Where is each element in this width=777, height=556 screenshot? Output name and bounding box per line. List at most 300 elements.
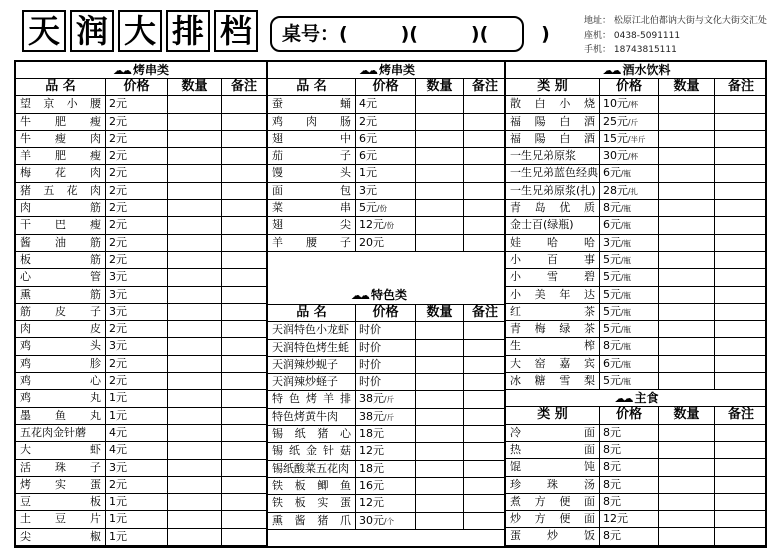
note-cell[interactable] (222, 529, 266, 545)
item-price: 3元 (106, 287, 168, 303)
item-price: 6元/瓶 (600, 165, 659, 181)
item-price: 2元 (106, 321, 168, 337)
item-price: 2元 (106, 200, 168, 216)
qty-cell[interactable] (168, 235, 222, 251)
menu-item-row (506, 511, 767, 528)
item-price: 15元/半斤 (600, 131, 659, 147)
qty-cell[interactable] (659, 494, 715, 510)
menu-item-row (506, 321, 767, 338)
chef-hat-icon: ☁☁ (112, 64, 129, 77)
note-cell[interactable] (715, 511, 767, 527)
price-unit: /瓶 (621, 290, 632, 300)
note-cell[interactable] (715, 183, 767, 199)
item-name: 翅尖 (268, 217, 356, 233)
qty-cell[interactable] (416, 461, 464, 477)
qty-cell[interactable] (416, 148, 464, 164)
item-name: 特色烤羊排 (268, 391, 356, 407)
item-price: 4元 (106, 425, 168, 441)
qty-cell[interactable] (416, 478, 464, 494)
qty-cell[interactable] (416, 513, 464, 529)
item-name: 鸡肉肠 (268, 114, 356, 130)
landline: 座机： 0438-5091111 (584, 30, 681, 41)
item-price: 38元/斤 (356, 409, 416, 425)
note-cell[interactable] (715, 528, 767, 544)
note-cell[interactable] (464, 165, 506, 181)
item-name: 望京小腰 (16, 96, 106, 112)
menu-item-row (506, 356, 767, 373)
qty-cell[interactable] (416, 217, 464, 233)
item-name: 尖椒 (16, 529, 106, 545)
item-name: 煮方便面 (506, 494, 600, 510)
note-cell[interactable] (464, 183, 506, 199)
price-unit: /瓶 (621, 359, 632, 369)
header-note: 备注 (471, 304, 498, 320)
menu-item-row (16, 373, 266, 390)
qty-cell[interactable] (168, 442, 222, 458)
item-price: 5元/瓶 (600, 252, 659, 268)
item-name: 酱油筋 (16, 235, 106, 251)
item-price: 38元/斤 (356, 391, 416, 407)
item-price: 3元/瓶 (600, 235, 659, 251)
note-cell[interactable] (464, 114, 506, 130)
note-cell[interactable] (464, 513, 506, 529)
menu-item-row (16, 477, 266, 494)
menu-item-row (506, 494, 767, 511)
logo-char: 排 (166, 10, 210, 52)
header-note: 备注 (230, 79, 257, 94)
header-qty: 数量 (416, 305, 464, 321)
logo-char: 润 (70, 10, 114, 52)
price-unit: /个 (384, 516, 395, 526)
menu-item-row (506, 235, 767, 252)
menu-item-row (268, 165, 506, 182)
qty-cell[interactable] (659, 269, 715, 285)
qty-cell[interactable] (659, 511, 715, 527)
item-name: 炒方便面 (506, 511, 600, 527)
item-name: 鸡丸 (16, 390, 106, 406)
note-cell[interactable] (222, 511, 266, 527)
qty-cell[interactable] (168, 96, 222, 112)
qty-cell[interactable] (416, 340, 464, 356)
note-cell[interactable] (464, 235, 506, 251)
restaurant-logo (22, 10, 262, 52)
qty-cell[interactable] (416, 200, 464, 216)
chef-hat-icon: ☁☁ (602, 64, 619, 77)
item-price: 时价 (356, 322, 416, 338)
note-cell[interactable] (222, 373, 266, 389)
price-unit: /份 (384, 221, 395, 231)
table-number-box: 桌号：( )( )( ) (270, 16, 524, 52)
menu-item-row (268, 409, 506, 426)
item-name: 锡纸金针菇 (268, 443, 356, 459)
qty-cell[interactable] (168, 252, 222, 268)
qty-cell[interactable] (659, 200, 715, 216)
item-name: 铁板鲫鱼 (268, 478, 356, 494)
note-cell[interactable] (464, 495, 506, 511)
item-name: 大窑嘉宾 (506, 356, 600, 372)
note-cell[interactable] (222, 321, 266, 337)
item-price: 2元 (106, 131, 168, 147)
qty-cell[interactable] (416, 443, 464, 459)
item-price: 30元/个 (356, 513, 416, 529)
qty-cell[interactable] (168, 477, 222, 493)
item-price: 1元 (106, 511, 168, 527)
qty-cell[interactable] (659, 477, 715, 493)
note-cell[interactable] (464, 443, 506, 459)
note-cell[interactable] (464, 478, 506, 494)
qty-cell[interactable] (168, 165, 222, 181)
note-cell[interactable] (222, 165, 266, 181)
note-cell[interactable] (222, 425, 266, 441)
section-title: ☁☁ 酒水饮料 (506, 62, 767, 79)
note-cell[interactable] (715, 217, 767, 233)
menu-item-row (506, 96, 767, 113)
qty-cell[interactable] (168, 408, 222, 424)
qty-cell[interactable] (168, 131, 222, 147)
section-title: ☁☁ 主食 (506, 390, 767, 407)
price-unit: /半斤 (628, 134, 646, 144)
qty-cell[interactable] (416, 131, 464, 147)
item-name: 一生兄弟原浆 (506, 148, 600, 164)
note-cell[interactable] (222, 235, 266, 251)
note-cell[interactable] (464, 374, 506, 390)
note-cell[interactable] (222, 200, 266, 216)
item-name: 冷面 (506, 425, 600, 441)
note-cell[interactable] (715, 459, 767, 475)
menu-item-row (16, 235, 266, 252)
item-price: 2元 (106, 356, 168, 372)
qty-cell[interactable] (168, 390, 222, 406)
note-cell[interactable] (222, 338, 266, 354)
note-cell[interactable] (222, 217, 266, 233)
item-name: 馄饨 (506, 459, 600, 475)
qty-cell[interactable] (659, 165, 715, 181)
item-price: 28元/扎 (600, 183, 659, 199)
note-cell[interactable] (464, 200, 506, 216)
item-name: 青岛优质 (506, 200, 600, 216)
item-name: 鸡心 (16, 373, 106, 389)
item-name: 生榨 (506, 338, 600, 354)
item-price: 2元 (106, 373, 168, 389)
item-price: 3元 (106, 304, 168, 320)
menu-column-skewers (16, 62, 266, 546)
header-qty: 数量 (659, 79, 715, 95)
item-name: 红茶 (506, 304, 600, 320)
price-unit: /杯 (628, 152, 639, 162)
header-row (16, 79, 266, 96)
qty-cell[interactable] (168, 338, 222, 354)
header-price: 价格 (106, 79, 168, 95)
note-cell[interactable] (715, 269, 767, 285)
item-price: 2元 (106, 114, 168, 130)
note-cell[interactable] (222, 148, 266, 164)
item-name: 特色烤黄牛肉 (268, 409, 356, 425)
note-cell[interactable] (464, 391, 506, 407)
qty-cell[interactable] (168, 304, 222, 320)
qty-cell[interactable] (659, 131, 715, 147)
item-name: 肉筋 (16, 200, 106, 216)
item-price: 1元 (106, 390, 168, 406)
item-name: 小百事 (506, 252, 600, 268)
menu-item-row (506, 131, 767, 148)
header-qty: 数量 (659, 407, 715, 423)
item-name: 羊腰子 (268, 235, 356, 251)
item-price: 12元/份 (356, 217, 416, 233)
note-cell[interactable] (464, 322, 506, 338)
qty-cell[interactable] (416, 96, 464, 112)
item-name: 烤实蛋 (16, 477, 106, 493)
menu-item-row (16, 425, 266, 442)
menu-item-row (506, 183, 767, 200)
menu-item-row (16, 148, 266, 165)
header-row (268, 305, 506, 322)
note-cell[interactable] (222, 494, 266, 510)
item-name: 天润辣炒蛏子 (268, 374, 356, 390)
qty-cell[interactable] (168, 148, 222, 164)
note-cell[interactable] (464, 461, 506, 477)
item-price: 18元 (356, 426, 416, 442)
price-unit: /瓶 (621, 204, 632, 214)
header-note: 备注 (727, 407, 754, 423)
item-price: 1元 (356, 165, 416, 181)
chef-hat-icon: ☁☁ (358, 64, 375, 77)
menu-item-row (506, 148, 767, 165)
qty-cell[interactable] (168, 529, 222, 545)
qty-cell[interactable] (416, 374, 464, 390)
qty-cell[interactable] (416, 114, 464, 130)
menu-item-row (506, 252, 767, 269)
qty-cell[interactable] (168, 321, 222, 337)
item-price: 5元/瓶 (600, 269, 659, 285)
note-cell[interactable] (222, 114, 266, 130)
qty-cell[interactable] (659, 338, 715, 354)
qty-cell[interactable] (659, 442, 715, 458)
menu-item-row (506, 304, 767, 321)
qty-cell[interactable] (168, 425, 222, 441)
note-cell[interactable] (715, 235, 767, 251)
price-unit: /瓶 (621, 377, 632, 387)
qty-cell[interactable] (168, 287, 222, 303)
qty-cell[interactable] (659, 425, 715, 441)
menu-item-row (16, 338, 266, 355)
note-cell[interactable] (715, 287, 767, 303)
qty-cell[interactable] (168, 183, 222, 199)
item-price: 18元 (356, 461, 416, 477)
qty-cell[interactable] (168, 511, 222, 527)
header-name: 品 名 (268, 79, 356, 95)
note-cell[interactable] (715, 200, 767, 216)
menu-item-row (506, 200, 767, 217)
menu-item-row (16, 96, 266, 113)
qty-cell[interactable] (168, 269, 222, 285)
logo-char: 天 (22, 10, 66, 52)
qty-cell[interactable] (416, 322, 464, 338)
header-price: 价格 (600, 407, 659, 423)
note-cell[interactable] (222, 269, 266, 285)
price-unit: /瓶 (621, 169, 632, 179)
note-cell[interactable] (715, 442, 767, 458)
item-name: 鸡胗 (16, 356, 106, 372)
menu-item-row (506, 459, 767, 476)
item-name: 鸡头 (16, 338, 106, 354)
price-unit: /斤 (384, 395, 395, 405)
header-price: 价格 (356, 79, 416, 95)
menu-column-skewers-specials (266, 62, 506, 546)
menu-item-row (268, 391, 506, 408)
note-cell[interactable] (222, 442, 266, 458)
item-name: 娃哈哈 (506, 235, 600, 251)
qty-cell[interactable] (416, 183, 464, 199)
item-name: 天润特色烤生蚝 (268, 340, 356, 356)
note-cell[interactable] (715, 356, 767, 372)
qty-cell[interactable] (659, 235, 715, 251)
menu-item-row (16, 287, 266, 304)
qty-cell[interactable] (659, 148, 715, 164)
note-cell[interactable] (715, 321, 767, 337)
qty-cell[interactable] (659, 252, 715, 268)
price-unit: /瓶 (621, 342, 632, 352)
qty-cell[interactable] (416, 235, 464, 251)
menu-item-row (16, 442, 266, 459)
menu-item-row (268, 495, 506, 512)
item-price: 8元/瓶 (600, 200, 659, 216)
item-name: 一生兄弟原浆(扎) (506, 183, 600, 199)
note-cell[interactable] (222, 408, 266, 424)
note-cell[interactable] (715, 114, 767, 130)
qty-cell[interactable] (168, 217, 222, 233)
item-name: 肉皮 (16, 321, 106, 337)
item-name: 茄子 (268, 148, 356, 164)
qty-cell[interactable] (659, 304, 715, 320)
qty-cell[interactable] (659, 459, 715, 475)
note-cell[interactable] (222, 131, 266, 147)
item-price: 1元 (106, 408, 168, 424)
item-price: 6元/瓶 (600, 217, 659, 233)
menu-item-row (16, 494, 266, 511)
note-cell[interactable] (464, 340, 506, 356)
note-cell[interactable] (222, 356, 266, 372)
note-cell[interactable] (715, 131, 767, 147)
menu-item-row (268, 148, 506, 165)
note-cell[interactable] (222, 252, 266, 268)
item-price: 5元/瓶 (600, 373, 659, 389)
note-cell[interactable] (222, 460, 266, 476)
menu-item-row (16, 408, 266, 425)
qty-cell[interactable] (416, 495, 464, 511)
menu-item-row (268, 183, 506, 200)
item-price: 时价 (356, 357, 416, 373)
note-cell[interactable] (715, 425, 767, 441)
chef-hat-icon: ☁☁ (614, 392, 631, 406)
menu-item-row (268, 340, 506, 357)
note-cell[interactable] (715, 165, 767, 181)
qty-cell[interactable] (659, 321, 715, 337)
qty-cell[interactable] (659, 356, 715, 372)
qty-cell[interactable] (416, 409, 464, 425)
qty-cell[interactable] (416, 391, 464, 407)
item-name: 面包 (268, 183, 356, 199)
menu-item-row (506, 114, 767, 131)
note-cell[interactable] (464, 357, 506, 373)
menu-item-row (506, 217, 767, 234)
note-cell[interactable] (222, 183, 266, 199)
item-name: 福陽白酒 (506, 114, 600, 130)
header-category: 类 别 (506, 407, 600, 423)
note-cell[interactable] (222, 96, 266, 112)
qty-cell[interactable] (416, 426, 464, 442)
note-cell[interactable] (715, 148, 767, 164)
item-price: 5元/份 (356, 200, 416, 216)
mobile: 手机： 18743815111 (584, 45, 677, 55)
note-cell[interactable] (464, 148, 506, 164)
item-price: 2元 (106, 183, 168, 199)
item-name: 小雪碧 (506, 269, 600, 285)
qty-cell[interactable] (168, 200, 222, 216)
menu-item-row (16, 269, 266, 286)
note-cell[interactable] (222, 477, 266, 493)
note-cell[interactable] (715, 338, 767, 354)
note-cell[interactable] (464, 409, 506, 425)
qty-cell[interactable] (659, 287, 715, 303)
item-price: 6元 (356, 148, 416, 164)
qty-cell[interactable] (168, 114, 222, 130)
note-cell[interactable] (715, 252, 767, 268)
note-cell[interactable] (715, 304, 767, 320)
menu-item-row (16, 390, 266, 407)
qty-cell[interactable] (168, 373, 222, 389)
qty-cell[interactable] (659, 96, 715, 112)
note-cell[interactable] (715, 96, 767, 112)
qty-cell[interactable] (659, 183, 715, 199)
menu-item-row (268, 426, 506, 443)
item-name: 蚕蛹 (268, 96, 356, 112)
menu-item-row (268, 443, 506, 460)
qty-cell[interactable] (168, 494, 222, 510)
price-unit: /瓶 (621, 238, 632, 248)
note-cell[interactable] (464, 426, 506, 442)
menu-item-row (16, 200, 266, 217)
note-cell[interactable] (715, 494, 767, 510)
menu-item-row (16, 356, 266, 373)
qty-cell[interactable] (659, 373, 715, 389)
note-cell[interactable] (715, 373, 767, 389)
header-qty: 数量 (416, 79, 464, 95)
qty-cell[interactable] (416, 165, 464, 181)
qty-cell[interactable] (659, 217, 715, 233)
item-price: 5元/瓶 (600, 321, 659, 337)
qty-cell[interactable] (659, 114, 715, 130)
item-price: 2元 (106, 235, 168, 251)
qty-cell[interactable] (168, 356, 222, 372)
note-cell[interactable] (464, 131, 506, 147)
item-price: 8元 (600, 442, 659, 458)
note-cell[interactable] (464, 217, 506, 233)
note-cell[interactable] (222, 287, 266, 303)
menu-item-row (16, 460, 266, 477)
note-cell[interactable] (222, 304, 266, 320)
qty-cell[interactable] (168, 460, 222, 476)
item-name: 天润辣炒蚬子 (268, 357, 356, 373)
item-name: 天润特色小龙虾 (268, 322, 356, 338)
note-cell[interactable] (715, 477, 767, 493)
qty-cell[interactable] (659, 528, 715, 544)
menu-item-row (16, 165, 266, 182)
qty-cell[interactable] (416, 357, 464, 373)
note-cell[interactable] (222, 390, 266, 406)
note-cell[interactable] (464, 96, 506, 112)
item-price: 30元/杯 (600, 148, 659, 164)
menu-item-row (16, 114, 266, 131)
